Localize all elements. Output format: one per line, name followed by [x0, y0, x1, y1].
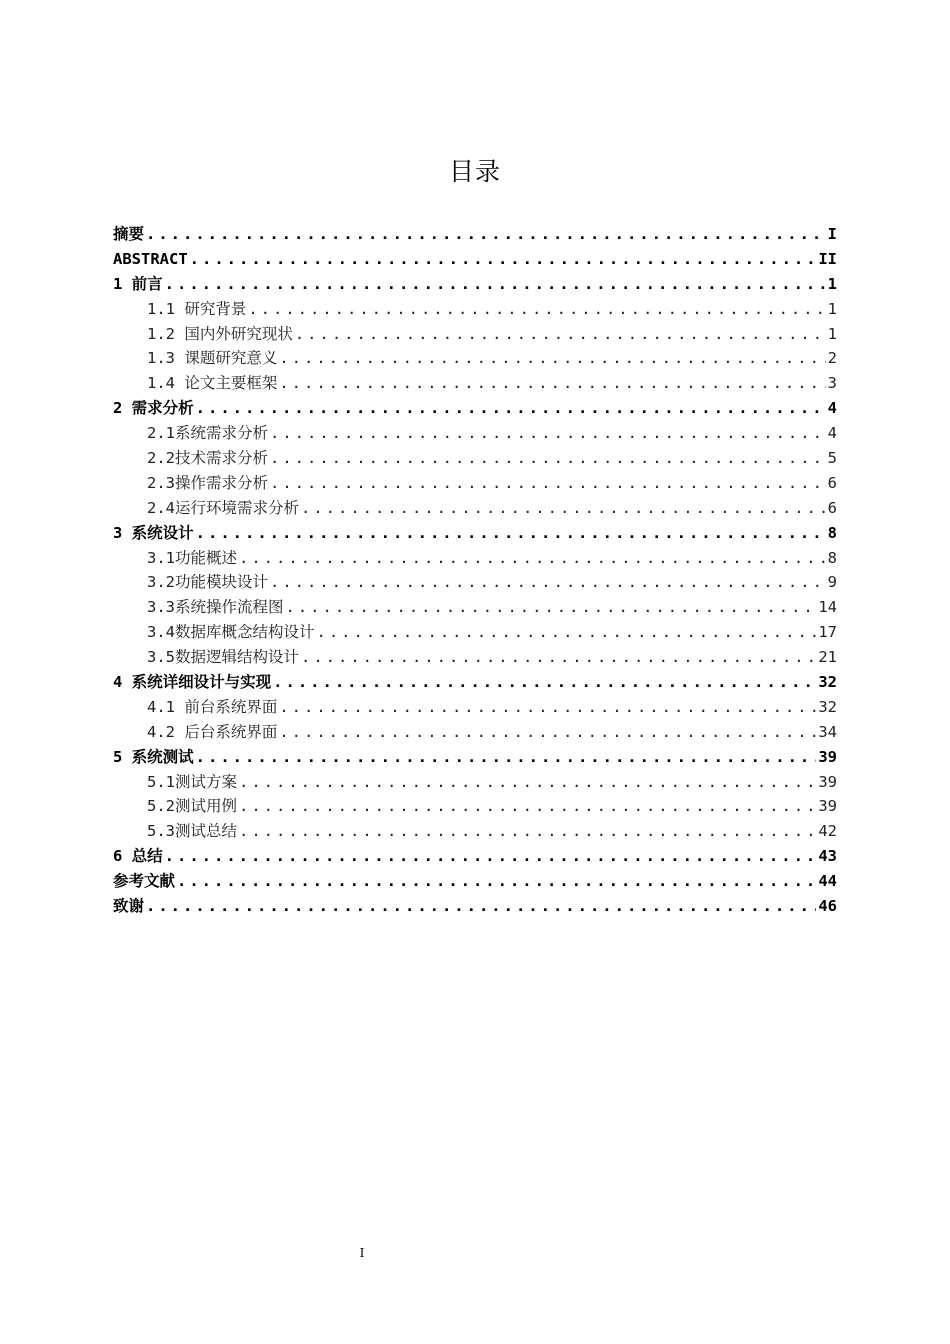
toc-chapter-entry[interactable] [113, 745, 837, 770]
toc-entry-label: 2 需求分析 [113, 399, 194, 418]
toc-dot-leader [270, 471, 826, 496]
toc-dot-leader [273, 670, 816, 695]
table-of-contents [113, 222, 837, 919]
toc-entry-page-number: 5 [827, 449, 837, 468]
toc-dot-leader [146, 894, 816, 919]
toc-entry-label: 3.3系统操作流程图 [147, 598, 284, 617]
toc-dot-leader [239, 819, 816, 844]
toc-dot-leader [239, 770, 816, 795]
toc-entry-label: 2.4运行环境需求分析 [147, 498, 299, 517]
toc-chapter-entry[interactable] [113, 670, 837, 695]
toc-dot-leader [295, 322, 826, 347]
toc-entry-page-number: I [827, 225, 837, 243]
toc-entry-label: 1.2 国内外研究现状 [147, 324, 293, 343]
toc-section-entry[interactable] [113, 620, 837, 645]
toc-dot-leader [270, 570, 826, 595]
toc-entry-label: 3.1功能概述 [147, 548, 237, 567]
toc-dot-leader [165, 844, 817, 869]
toc-entry-label: 1.3 课题研究意义 [147, 349, 278, 368]
toc-entry-label: 2.2技术需求分析 [147, 449, 268, 468]
toc-entry-page-number: 2 [827, 349, 837, 368]
toc-section-entry[interactable] [113, 546, 837, 571]
toc-section-entry[interactable] [113, 695, 837, 720]
toc-entry-page-number: 39 [818, 772, 837, 791]
toc-entry-page-number: II [818, 249, 837, 268]
toc-entry-page-number: 3 [827, 374, 837, 393]
toc-entry-page-number: 39 [818, 747, 837, 766]
toc-section-entry[interactable] [113, 371, 837, 396]
toc-chapter-entry[interactable] [113, 247, 837, 272]
toc-entry-label: 2.1系统需求分析 [147, 424, 268, 443]
toc-chapter-entry[interactable] [113, 521, 837, 546]
toc-entry-page-number: 6 [827, 473, 837, 492]
toc-entry-label: 4.1 前台系统界面 [147, 697, 278, 716]
toc-dot-leader [177, 869, 816, 894]
toc-entry-label: 3.2功能模块设计 [147, 573, 268, 592]
toc-section-entry[interactable] [113, 322, 837, 347]
toc-dot-leader [301, 496, 826, 521]
toc-chapter-entry[interactable] [113, 272, 837, 297]
toc-section-entry[interactable] [113, 720, 837, 745]
toc-dot-leader [248, 297, 825, 322]
toc-dot-leader [196, 521, 826, 546]
toc-entry-page-number: 34 [818, 722, 837, 741]
toc-section-entry[interactable] [113, 645, 837, 670]
page-title: 目录 [448, 157, 501, 186]
toc-entry-label: 1.4 论文主要框架 [147, 374, 278, 393]
toc-entry-page-number: 8 [827, 523, 837, 542]
toc-dot-leader [190, 247, 817, 272]
toc-section-entry[interactable] [113, 471, 837, 496]
toc-entry-label: 3.4数据库概念结构设计 [147, 623, 315, 642]
toc-dot-leader [270, 446, 826, 471]
toc-entry-page-number: 1 [827, 274, 837, 293]
toc-entry-label: 5.2测试用例 [147, 797, 237, 816]
toc-dot-leader [165, 272, 826, 297]
toc-dot-leader [239, 794, 816, 819]
toc-chapter-entry[interactable] [113, 894, 837, 919]
toc-entry-page-number: 8 [827, 548, 837, 567]
toc-entry-page-number: 21 [818, 648, 837, 667]
toc-dot-leader [270, 421, 826, 446]
toc-entry-page-number: 17 [818, 623, 837, 642]
toc-chapter-entry[interactable] [113, 222, 837, 247]
toc-section-entry[interactable] [113, 446, 837, 471]
toc-entry-label: 3.5数据逻辑结构设计 [147, 648, 299, 667]
toc-entry-page-number: 4 [827, 424, 837, 443]
page-number: I [359, 1246, 365, 1260]
toc-entry-label: 4.2 后台系统界面 [147, 722, 278, 741]
toc-entry-label: 5.1测试方案 [147, 772, 237, 791]
toc-entry-page-number: 6 [827, 498, 837, 517]
toc-dot-leader [279, 371, 825, 396]
toc-entry-page-number: 39 [818, 797, 837, 816]
toc-entry-label: 1 前言 [113, 274, 163, 293]
toc-section-entry[interactable] [113, 346, 837, 371]
toc-chapter-entry[interactable] [113, 869, 837, 894]
toc-entry-label: 参考文献 [113, 872, 176, 891]
toc-chapter-entry[interactable] [113, 396, 837, 421]
toc-entry-label: 摘要 [113, 225, 145, 243]
toc-section-entry[interactable] [113, 770, 837, 795]
toc-entry-page-number: 4 [827, 399, 837, 418]
toc-dot-leader [196, 396, 826, 421]
toc-dot-leader [279, 695, 816, 720]
toc-dot-leader [146, 222, 826, 247]
toc-entry-label: 致谢 [113, 897, 145, 916]
toc-entry-label: 2.3操作需求分析 [147, 473, 268, 492]
toc-dot-leader [279, 720, 816, 745]
toc-dot-leader [301, 645, 816, 670]
toc-section-entry[interactable] [113, 421, 837, 446]
toc-entry-page-number: 9 [827, 573, 837, 592]
toc-section-entry[interactable] [113, 595, 837, 620]
toc-entry-page-number: 32 [818, 697, 837, 716]
toc-entry-page-number: 32 [818, 673, 837, 692]
toc-entry-page-number: 1 [827, 299, 837, 318]
toc-entry-page-number: 44 [818, 872, 837, 891]
toc-entry-page-number: 14 [818, 598, 837, 617]
toc-section-entry[interactable] [113, 570, 837, 595]
toc-entry-page-number: 46 [818, 897, 837, 916]
toc-section-entry[interactable] [113, 297, 837, 322]
toc-section-entry[interactable] [113, 496, 837, 521]
toc-entry-label: 4 系统详细设计与实现 [113, 673, 272, 692]
toc-entry-label: 5 系统测试 [113, 747, 194, 766]
toc-entry-label: ABSTRACT [113, 249, 188, 268]
toc-entry-page-number: 42 [818, 822, 837, 841]
toc-entry-label: 6 总结 [113, 847, 163, 866]
toc-entry-label: 1.1 研究背景 [147, 299, 247, 318]
toc-dot-leader [317, 620, 817, 645]
toc-entry-page-number: 1 [827, 324, 837, 343]
toc-entry-page-number: 43 [818, 847, 837, 866]
toc-chapter-entry[interactable] [113, 844, 837, 869]
toc-dot-leader [286, 595, 817, 620]
toc-dot-leader [239, 546, 826, 571]
toc-section-entry[interactable] [113, 794, 837, 819]
toc-dot-leader [279, 346, 825, 371]
toc-dot-leader [196, 745, 817, 770]
toc-entry-label: 3 系统设计 [113, 523, 194, 542]
toc-entry-label: 5.3测试总结 [147, 822, 237, 841]
toc-section-entry[interactable] [113, 819, 837, 844]
